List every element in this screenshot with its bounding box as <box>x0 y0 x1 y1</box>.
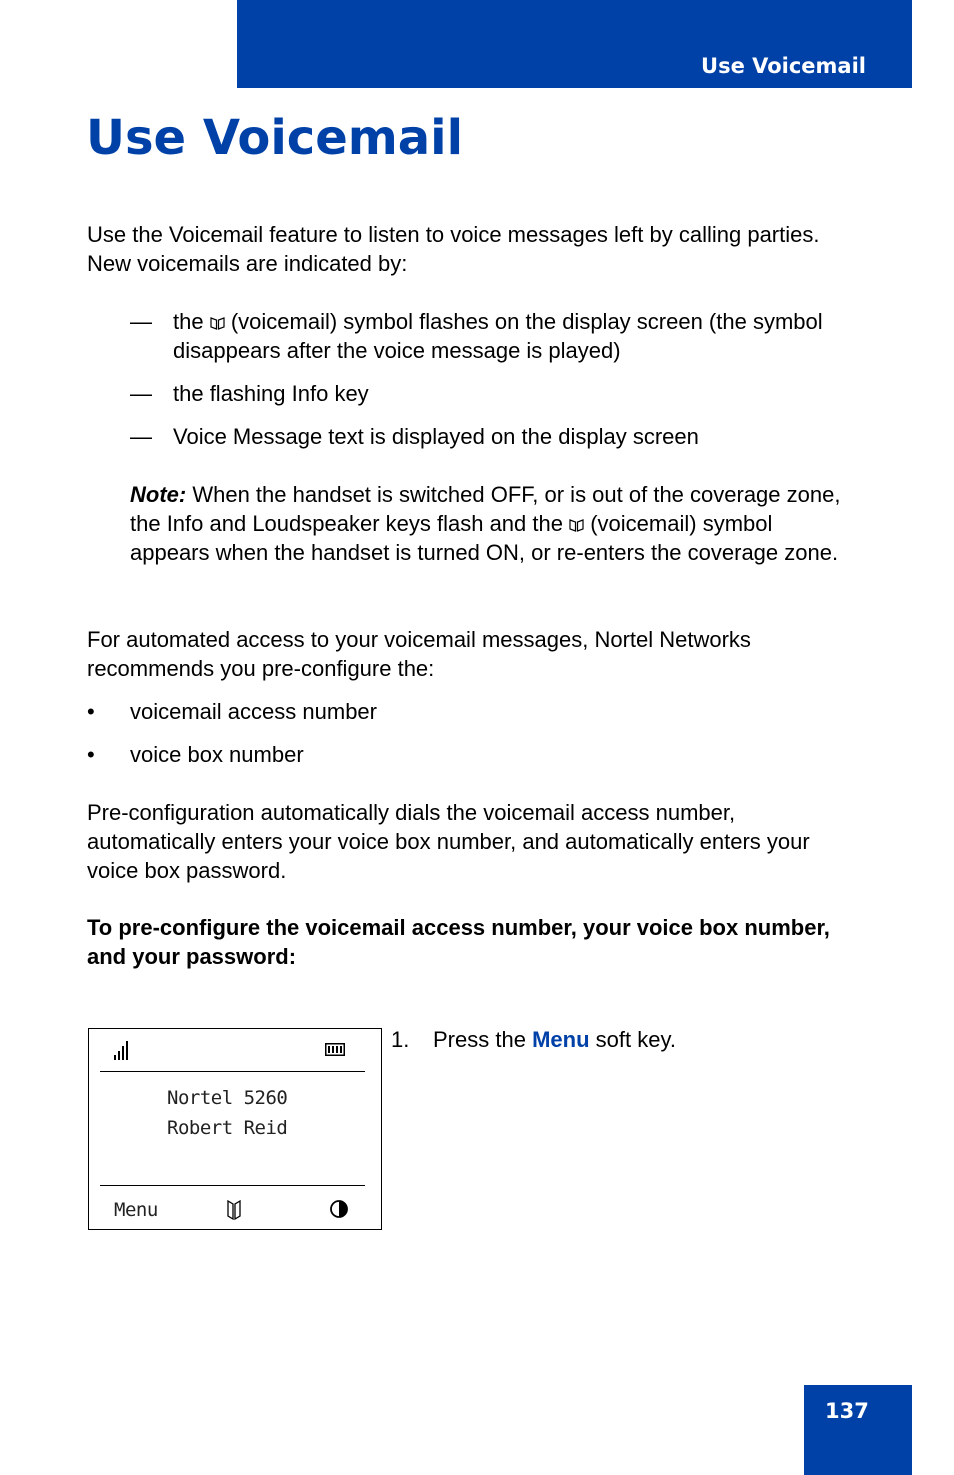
indicator-text: Voice Message text is displayed on the display screen <box>173 424 699 449</box>
dash-marker: — <box>130 381 152 406</box>
step-text-after: soft key. <box>595 1027 676 1052</box>
dash-marker: — <box>130 424 152 449</box>
header-section-title: Use Voicemail <box>701 54 866 78</box>
battery-icon <box>325 1043 345 1056</box>
indicator-text: the flashing Info key <box>173 381 369 406</box>
page-number: 137 <box>825 1399 869 1423</box>
indicator-text <box>173 307 853 365</box>
voicemail-icon <box>210 316 225 330</box>
page-number-box <box>804 1385 912 1475</box>
note-text-after: (voicemail) symbol appears when the handset is turned ON, or re-enters the coverage zone. <box>130 511 839 565</box>
bullet-marker: • <box>87 742 95 767</box>
menu-softkey-reference: Menu <box>532 1027 590 1052</box>
display-line-1: Nortel 5260 <box>167 1087 288 1109</box>
access-intro-paragraph: For automated access to your voicemail messages, Nortel Networks recommends you pre-configure the: <box>87 627 751 681</box>
page-title: Use Voicemail <box>86 110 464 166</box>
list-item-text: voice box number <box>130 742 304 767</box>
step-text-before: Press the <box>433 1027 526 1052</box>
intro-paragraph: Use the Voicemail feature to listen to voice messages left by calling parties. New voicemails are indicated by: <box>87 222 820 276</box>
display-divider <box>100 1071 365 1072</box>
note-block <box>130 480 855 567</box>
preconfig-paragraph: Pre-configuration automatically dials the voicemail access number, automatically enters your voice box number, and automatically enters your voice box password. <box>87 800 810 883</box>
voicemail-icon <box>226 1199 242 1221</box>
procedure-heading: To pre-configure the voicemail access number, your voice box number, and your password: <box>87 915 830 969</box>
signal-strength-icon <box>113 1039 131 1061</box>
step-number: 1. <box>391 1027 410 1052</box>
list-item-text: voicemail access number <box>130 699 377 724</box>
note-text-before: When the handset is switched OFF, or is out of the coverage zone, the Info and Loudspeaker keys flash and the <box>130 482 841 536</box>
indicator-text-before: the <box>173 309 204 334</box>
dash-marker: — <box>130 309 152 334</box>
phone-display <box>88 1028 382 1230</box>
contrast-icon <box>329 1199 349 1219</box>
voicemail-icon <box>569 518 584 532</box>
display-divider <box>100 1185 365 1186</box>
step-text <box>433 1025 676 1054</box>
note-label: Note: <box>130 482 187 507</box>
indicator-text-after: (voicemail) symbol flashes on the display screen (the symbol disappears after the voice message is played) <box>173 309 823 363</box>
header-band <box>237 0 912 88</box>
bullet-marker: • <box>87 699 95 724</box>
menu-softkey-label[interactable]: Menu <box>114 1199 158 1221</box>
display-line-2: Robert Reid <box>167 1117 288 1139</box>
